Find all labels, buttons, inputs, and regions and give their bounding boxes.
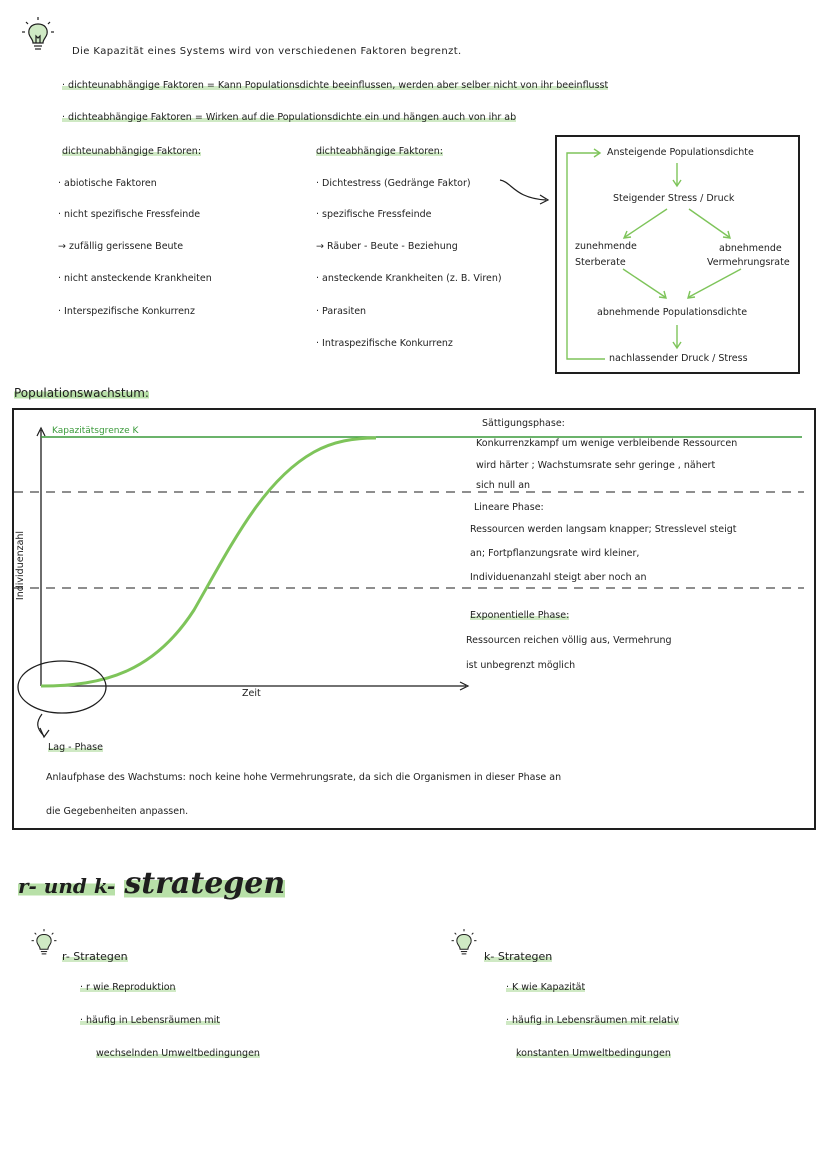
cycle-left-1: zunehmende: [575, 241, 637, 252]
cycle-arrows: [557, 137, 798, 372]
cycle-box: [555, 135, 800, 374]
intro-abhaengig: · dichteabhängige Faktoren = Wirken auf die Populationsdichte ein und hängen auch von ihr ab: [62, 112, 517, 123]
k-item: konstanten Umweltbedingungen: [516, 1048, 671, 1059]
abh-header: dichteabhängige Faktoren:: [316, 146, 443, 157]
cycle-right-1: abnehmende: [719, 243, 782, 254]
abh-item: · Parasiten: [316, 306, 367, 317]
saett-line: wird härter ; Wachstumsrate sehr geringe , nähert: [476, 460, 716, 471]
saett-title: Sättigungsphase:: [482, 418, 565, 429]
lag-line: die Gegebenheiten anpassen.: [46, 806, 189, 817]
cycle-bottom: nachlassender Druck / Stress: [609, 353, 748, 364]
growth-diagram: [14, 410, 814, 828]
intro-line: Die Kapazität eines Systems wird von verschiedenen Faktoren begrenzt.: [72, 46, 462, 57]
unabh-header: dichteunabhängige Faktoren:: [62, 146, 202, 157]
r-item: · r wie Reproduktion: [80, 982, 176, 993]
abh-item: · Intraspezifische Konkurrenz: [316, 338, 453, 349]
k-strategen-title: k- Strategen: [484, 950, 553, 963]
lag-line: Anlaufphase des Wachstums: noch keine hohe Vermehrungsrate, da sich die Organismen in dieser Phase an: [46, 772, 562, 783]
arrow-to-cycle-icon: [498, 176, 554, 206]
strategen-title: r- und k- strategen: [18, 866, 286, 901]
growth-title: Populationswachstum:: [14, 386, 149, 400]
k-label: Kapazitätsgrenze K: [52, 426, 139, 436]
abh-item: → Räuber - Beute - Beziehung: [316, 241, 458, 252]
y-axis-label: Individuenzahl: [15, 530, 27, 601]
cycle-lower: abnehmende Populationsdichte: [597, 307, 748, 318]
cycle-stress: Steigender Stress / Druck: [613, 193, 735, 204]
lin-line: Individuenanzahl steigt aber noch an: [470, 572, 647, 583]
unabh-item: → zufällig gerissene Beute: [58, 241, 184, 252]
unabh-item: · nicht spezifische Fressfeinde: [58, 209, 201, 220]
r-item: · häufig in Lebensräumen mit: [80, 1015, 220, 1026]
abh-item: · ansteckende Krankheiten (z. B. Viren): [316, 273, 502, 284]
unabh-item: · Interspezifische Konkurrenz: [58, 306, 195, 317]
growth-box: [12, 408, 816, 830]
cycle-right-2: Vermehrungsrate: [707, 257, 790, 268]
cycle-top: Ansteigende Populationsdichte: [607, 147, 754, 158]
k-item: · häufig in Lebensräumen mit relativ: [506, 1015, 679, 1026]
x-axis-label: Zeit: [242, 688, 261, 699]
saett-line: Konkurrenzkampf um wenige verbleibende Ressourcen: [476, 438, 738, 449]
exp-title: Exponentielle Phase:: [470, 610, 570, 621]
lightbulb-icon: [450, 928, 478, 958]
r-item: wechselnden Umweltbedingungen: [96, 1048, 260, 1059]
k-item: · K wie Kapazität: [506, 982, 586, 993]
saett-line: sich null an: [476, 480, 531, 491]
intro-unabhaengig: · dichteunabhängige Faktoren = Kann Populationsdichte beeinflussen, werden aber selber nicht von ihr beeinflusst: [62, 80, 609, 91]
lightbulb-icon: [20, 16, 56, 54]
unabh-item: · abiotische Faktoren: [58, 178, 157, 189]
lightbulb-icon: [30, 928, 58, 958]
lin-title: Lineare Phase:: [474, 502, 544, 513]
exp-line: Ressourcen reichen völlig aus, Vermehrung: [466, 635, 672, 646]
abh-item: · Dichtestress (Gedränge Faktor): [316, 178, 471, 189]
unabh-item: · nicht ansteckende Krankheiten: [58, 273, 212, 284]
lin-line: an; Fortpflanzungsrate wird kleiner,: [470, 548, 640, 559]
lag-title: Lag - Phase: [48, 742, 103, 753]
exp-line: ist unbegrenzt möglich: [466, 660, 576, 671]
lin-line: Ressourcen werden langsam knapper; Stresslevel steigt: [470, 524, 737, 535]
abh-item: · spezifische Fressfeinde: [316, 209, 432, 220]
r-strategen-title: r- Strategen: [62, 950, 128, 963]
cycle-left-2: Sterberate: [575, 257, 626, 268]
